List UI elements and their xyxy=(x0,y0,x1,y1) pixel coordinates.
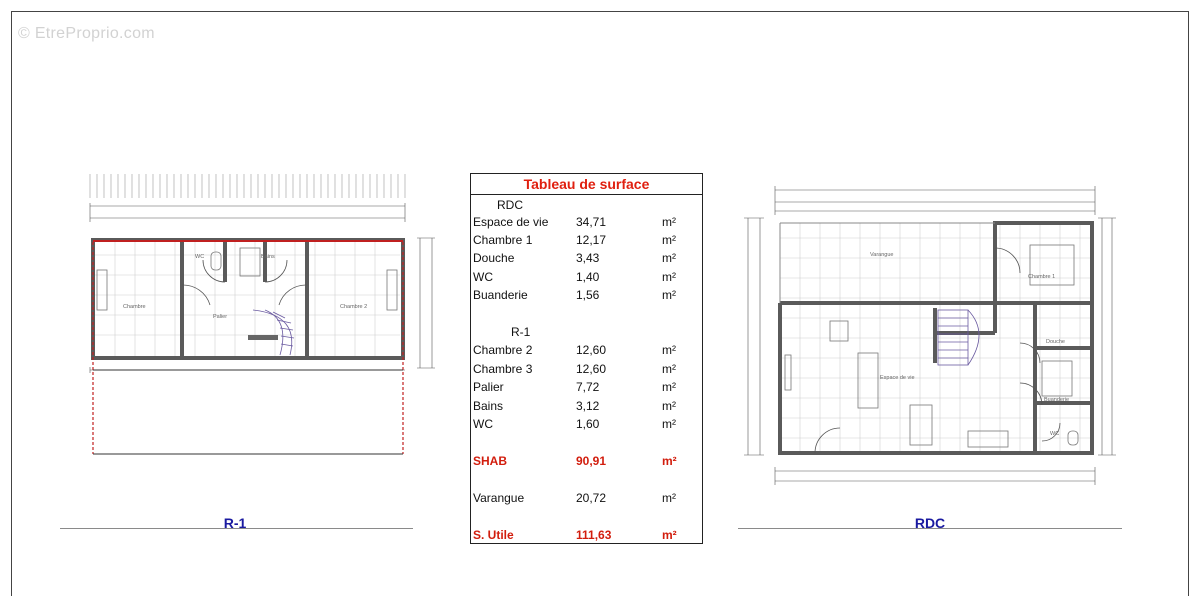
room-label-buanderie: Buanderie xyxy=(1044,397,1070,403)
room-label-chambre2: Chambre 2 xyxy=(340,304,368,310)
total-area: 90,91 xyxy=(576,454,607,468)
room-name: Bains xyxy=(473,399,504,413)
room-name: Espace de vie xyxy=(473,215,549,229)
room-area: 1,60 xyxy=(576,417,600,431)
roof-edge xyxy=(93,240,403,242)
area-unit: m² xyxy=(662,288,676,302)
room-area: 12,17 xyxy=(576,233,607,247)
section-heading-r1: R-1 xyxy=(511,325,531,339)
room-name: WC xyxy=(473,270,493,284)
room-area: 34,71 xyxy=(576,215,607,229)
room-label-douche: Douche xyxy=(1046,339,1065,345)
table-row-varangue xyxy=(471,491,702,509)
door-swings xyxy=(182,260,307,305)
room-label-wc: WC xyxy=(1050,431,1060,437)
floor-plan-rdc xyxy=(740,183,1120,489)
area-unit: m² xyxy=(662,343,676,357)
table-row xyxy=(471,288,702,306)
staircase xyxy=(253,310,294,355)
table-row xyxy=(471,215,702,233)
table-row xyxy=(471,233,702,251)
table-row xyxy=(471,417,702,435)
room-label-chambre: Chambre xyxy=(123,304,146,310)
room-area: 7,72 xyxy=(576,380,600,394)
surface-table-title: Tableau de surface xyxy=(471,174,702,195)
room-area: 3,12 xyxy=(576,399,600,413)
room-area: 1,40 xyxy=(576,270,600,284)
area-unit: m² xyxy=(662,417,676,431)
total-area: 111,63 xyxy=(576,528,612,542)
room-name: WC xyxy=(473,417,493,431)
stair-landing xyxy=(248,335,278,340)
plan-title-r1: R-1 xyxy=(223,515,247,531)
total-name: SHAB xyxy=(473,454,508,468)
tv-unit xyxy=(785,355,791,390)
surface-table xyxy=(470,173,703,544)
room-area: 12,60 xyxy=(576,362,607,376)
varangue-outline xyxy=(780,223,995,303)
area-unit: m² xyxy=(662,251,676,265)
room-name: Varangue xyxy=(473,491,525,505)
room-label-chambre1: Chambre 1 xyxy=(1028,274,1056,280)
bed-fixture xyxy=(97,270,107,310)
table-row-utile xyxy=(471,528,702,546)
area-unit: m² xyxy=(662,270,676,284)
room-name: Douche xyxy=(473,251,515,265)
bed-fixture xyxy=(387,270,397,310)
dimension-lines xyxy=(90,203,435,373)
room-area: 20,72 xyxy=(576,491,607,505)
roof-hatching xyxy=(90,174,405,198)
room-label-bains: Bains xyxy=(261,254,275,260)
table-row xyxy=(471,399,702,417)
table-row xyxy=(471,380,702,398)
table-row xyxy=(471,270,702,288)
floor-plan-r1 xyxy=(85,170,440,460)
plan-title-rdc: RDC xyxy=(914,515,946,531)
area-unit: m² xyxy=(662,454,677,468)
sofa xyxy=(858,353,878,408)
kitchen-counter xyxy=(968,431,1008,447)
room-name: Palier xyxy=(473,380,504,394)
table-row xyxy=(471,343,702,361)
table-row xyxy=(471,251,702,269)
table-row-shab xyxy=(471,454,702,472)
area-unit: m² xyxy=(662,380,676,394)
table-row xyxy=(471,362,702,380)
dining-table xyxy=(910,405,932,445)
room-area: 12,60 xyxy=(576,343,607,357)
walls xyxy=(93,240,403,358)
room-label-varangue: Varangue xyxy=(870,252,894,258)
area-unit: m² xyxy=(662,362,676,376)
room-label-wc: WC xyxy=(195,254,205,260)
door-swings xyxy=(815,248,1060,453)
room-area: 1,56 xyxy=(576,288,600,302)
area-unit: m² xyxy=(662,215,676,229)
room-name: Buanderie xyxy=(473,288,528,302)
room-label-espace: Espace de vie xyxy=(880,375,915,381)
floor-tiles xyxy=(95,240,400,360)
floor-plan-rdc-drawing xyxy=(740,183,1120,489)
room-name: Chambre 3 xyxy=(473,362,533,376)
room-name: Chambre 1 xyxy=(473,233,533,247)
watermark: © EtreProprio.com xyxy=(18,25,155,42)
section-heading-rdc: RDC xyxy=(497,198,523,212)
room-area: 3,43 xyxy=(576,251,600,265)
area-unit: m² xyxy=(662,233,676,247)
area-unit: m² xyxy=(662,399,676,413)
room-label-palier: Palier xyxy=(213,314,228,320)
bathtub-fixture xyxy=(240,248,260,276)
roof-outline xyxy=(93,242,403,454)
room-name: Chambre 2 xyxy=(473,343,533,357)
shower-tray xyxy=(1042,361,1072,396)
lower-roof xyxy=(93,370,403,454)
area-unit: m² xyxy=(662,491,676,505)
floor-plan-r1-drawing xyxy=(85,170,440,460)
total-name: S. Utile xyxy=(473,528,514,542)
area-unit: m² xyxy=(662,528,677,542)
